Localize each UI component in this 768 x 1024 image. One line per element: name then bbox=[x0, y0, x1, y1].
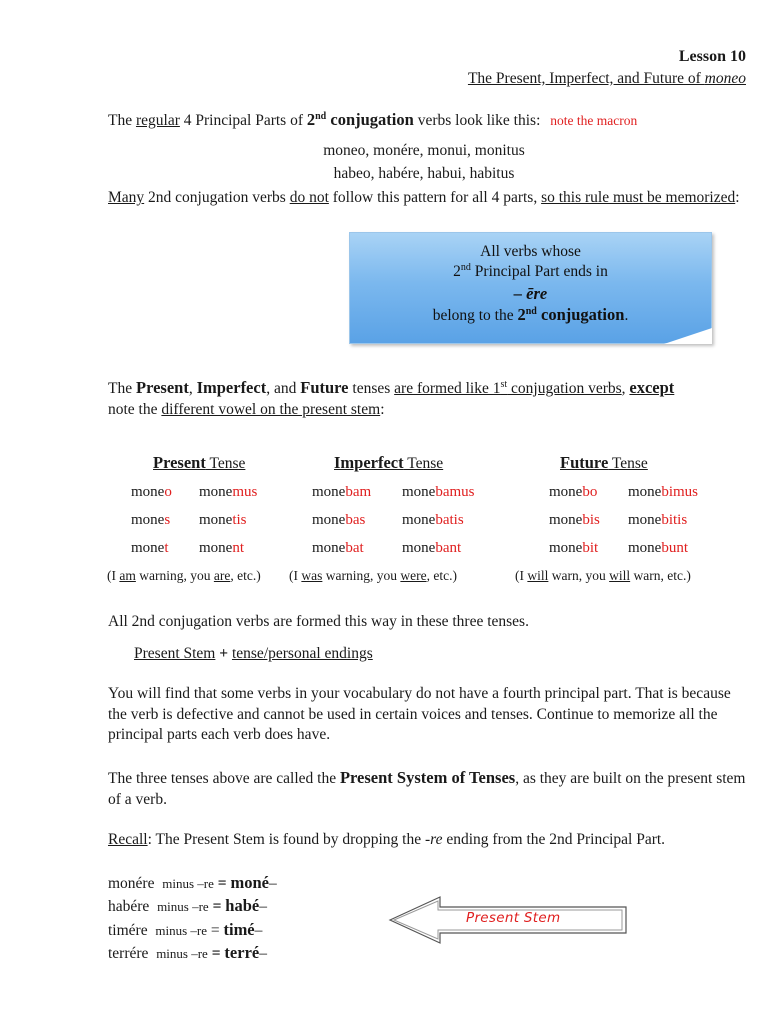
future-gloss bbox=[515, 568, 691, 584]
recall-word: Recall bbox=[108, 831, 148, 848]
para-text: The three tenses above are called the bbox=[108, 770, 340, 787]
equals: = bbox=[206, 922, 224, 939]
example-habeo: habeo, habére, habui, habitus bbox=[333, 165, 515, 182]
ending: bit bbox=[582, 540, 599, 556]
gloss-text: warning, you bbox=[322, 568, 401, 583]
intro-line bbox=[108, 110, 637, 130]
ending: bis bbox=[582, 512, 600, 528]
formed-like-phrase bbox=[394, 380, 622, 397]
present-system-term: Present System of Tenses bbox=[339, 768, 516, 787]
header-bold: Future bbox=[560, 453, 609, 472]
lesson-number: Lesson 10 bbox=[678, 48, 746, 65]
para-text: , as they are built on the present stem of a verb. bbox=[108, 770, 746, 808]
gloss-key: am bbox=[119, 568, 136, 583]
para-text: follow this pattern for all 4 parts, bbox=[328, 189, 542, 206]
stem: mone bbox=[199, 512, 233, 528]
gloss-text: warning, you bbox=[135, 568, 214, 583]
stem-result: moné bbox=[230, 873, 269, 892]
intro-text: verbs look like this: bbox=[413, 112, 541, 129]
defective-paragraph: You will find that some verbs in your vocabulary do not have a fourth principal part. That is because the verb is defective and cannot be used in certain voices and tenses. Continue to memorize all the principal parts each verb does have. bbox=[108, 685, 731, 743]
stem: mone bbox=[131, 540, 165, 556]
para-sup: st bbox=[500, 379, 508, 390]
gloss-key: were bbox=[400, 568, 427, 583]
imperfect-gloss bbox=[289, 568, 457, 584]
stem: mone bbox=[312, 484, 346, 500]
equals: = bbox=[213, 875, 231, 892]
ending: mus bbox=[232, 484, 258, 500]
ending: bunt bbox=[661, 540, 688, 556]
callout-line4 bbox=[350, 305, 711, 325]
infinitive: monére bbox=[108, 875, 155, 892]
para-text: , bbox=[621, 380, 630, 397]
gloss-key: was bbox=[301, 568, 323, 583]
subtitle-text: The Present, Imperfect, and Future of bbox=[467, 70, 705, 87]
imperfect-tense-header bbox=[334, 453, 443, 473]
callout-number: 2 bbox=[453, 263, 461, 280]
table-cell bbox=[402, 484, 475, 501]
future-tense-header bbox=[560, 453, 648, 473]
table-cell bbox=[199, 540, 244, 557]
para-text: , and bbox=[266, 380, 301, 397]
ending: bitis bbox=[661, 512, 688, 528]
ending: bo bbox=[582, 484, 598, 500]
ending: batis bbox=[435, 512, 464, 528]
equals: = bbox=[207, 945, 225, 962]
stem-formula bbox=[134, 645, 373, 663]
table-cell bbox=[199, 484, 257, 501]
stem: mone bbox=[199, 540, 233, 556]
table-cell bbox=[312, 540, 364, 557]
para-text: : bbox=[735, 189, 740, 206]
para-text: : bbox=[380, 400, 385, 418]
stem: mone bbox=[402, 512, 436, 528]
different-vowel-phrase: different vowel on the present stem bbox=[161, 400, 381, 418]
example-moneo: moneo, monére, monui, monitus bbox=[323, 142, 525, 159]
gloss-text: (I bbox=[289, 568, 302, 583]
stem: mone bbox=[131, 484, 165, 500]
table-cell bbox=[131, 540, 169, 557]
infinitive: terrére bbox=[108, 945, 149, 962]
formula-endings: tense/personal endings bbox=[231, 645, 373, 662]
table-cell bbox=[549, 484, 597, 501]
intro-number: 2 bbox=[306, 110, 316, 129]
infinitive: timére bbox=[108, 922, 148, 939]
callout-text: belong to the bbox=[432, 307, 518, 324]
minus-re: minus –re bbox=[162, 876, 214, 891]
ending: nt bbox=[232, 540, 244, 556]
subtitle-verb: moneo bbox=[704, 70, 746, 87]
except-word: except bbox=[629, 378, 675, 397]
gloss-text: warn, etc.) bbox=[630, 568, 691, 583]
stem: mone bbox=[131, 512, 165, 528]
table-cell bbox=[549, 540, 598, 557]
callout-line1: All verbs whose bbox=[480, 243, 581, 260]
dash: – bbox=[259, 898, 267, 915]
para-text: note the bbox=[108, 400, 162, 418]
dash: – bbox=[259, 945, 267, 962]
many-word: Many bbox=[108, 189, 145, 206]
minus-re: minus –re bbox=[155, 923, 207, 938]
ending: bat bbox=[345, 540, 364, 556]
ending: bam bbox=[345, 484, 372, 500]
memorize-phrase: so this rule must be memorized bbox=[541, 189, 736, 206]
table-cell bbox=[312, 484, 371, 501]
all-formed-sentence: All 2nd conjugation verbs are formed this way in these three tenses. bbox=[108, 613, 529, 630]
recall-sentence bbox=[108, 831, 665, 849]
stem-row bbox=[108, 873, 277, 893]
callout-sup: nd bbox=[460, 262, 471, 273]
stem: mone bbox=[312, 512, 346, 528]
para-text: are formed like 1 bbox=[394, 380, 501, 397]
ending: bant bbox=[435, 540, 462, 556]
gloss-text: , etc.) bbox=[230, 568, 261, 583]
para-text: , bbox=[188, 380, 197, 397]
stem: mone bbox=[312, 540, 346, 556]
header-bold: Present bbox=[153, 453, 206, 472]
table-cell bbox=[312, 512, 365, 529]
stem: mone bbox=[549, 512, 583, 528]
intro-text: The bbox=[108, 112, 136, 129]
table-cell bbox=[199, 512, 247, 529]
table-cell bbox=[628, 540, 688, 557]
para-text: tenses bbox=[348, 380, 395, 397]
ending: bimus bbox=[661, 484, 699, 500]
rule-callout bbox=[349, 232, 712, 344]
callout-line2 bbox=[350, 263, 711, 281]
callout-sup: nd bbox=[525, 306, 537, 317]
page-curl-corner bbox=[664, 328, 712, 344]
intro-sup: nd bbox=[315, 111, 327, 122]
gloss-text: (I bbox=[515, 568, 528, 583]
dash: – bbox=[254, 922, 263, 939]
do-not-word: do not bbox=[289, 189, 329, 206]
ending: bas bbox=[345, 512, 366, 528]
macron-note: note the macron bbox=[550, 113, 638, 128]
table-cell bbox=[131, 512, 170, 529]
table-cell bbox=[549, 512, 600, 529]
stem-result: timé bbox=[223, 920, 255, 939]
stem-result: terré bbox=[224, 943, 260, 962]
para-text: : The Present Stem is found by dropping the bbox=[147, 831, 425, 848]
dash: – bbox=[268, 875, 277, 892]
minus-re: minus –re bbox=[156, 946, 208, 961]
gloss-key: will bbox=[527, 568, 549, 583]
para-text: conjugation verbs bbox=[507, 380, 622, 397]
arrow-label: Present Stem bbox=[466, 910, 561, 926]
intro-conjugation bbox=[307, 110, 414, 129]
callout-number: 2 bbox=[517, 305, 526, 324]
table-cell bbox=[628, 512, 687, 529]
table-cell bbox=[131, 484, 172, 501]
present-word: Present bbox=[135, 378, 189, 397]
gloss-text: , etc.) bbox=[426, 568, 457, 583]
gloss-key: are bbox=[213, 568, 231, 583]
minus-re: minus –re bbox=[157, 899, 209, 914]
stem: mone bbox=[549, 540, 583, 556]
present-tense-header bbox=[153, 453, 245, 473]
lesson-subtitle bbox=[468, 70, 746, 88]
ending: s bbox=[164, 512, 171, 528]
formula-plus: + bbox=[215, 645, 232, 662]
ending: t bbox=[164, 540, 169, 556]
table-cell bbox=[628, 484, 698, 501]
stem: mone bbox=[402, 484, 436, 500]
ending: bamus bbox=[435, 484, 475, 500]
para-text: 2nd conjugation verbs bbox=[144, 189, 290, 206]
re-ending: -re bbox=[425, 831, 443, 848]
stem-row bbox=[108, 943, 267, 963]
header-rest: Tense bbox=[608, 455, 648, 472]
stem: mone bbox=[628, 540, 662, 556]
gloss-key: will bbox=[609, 568, 631, 583]
intro-conj-word: conjugation bbox=[326, 110, 414, 129]
table-cell bbox=[402, 512, 464, 529]
equals: = bbox=[208, 898, 226, 915]
ending: tis bbox=[232, 512, 247, 528]
stem-row bbox=[108, 896, 267, 916]
callout-text: Principal Part ends in bbox=[470, 263, 608, 280]
gloss-text: warn, you bbox=[548, 568, 610, 583]
present-gloss bbox=[107, 568, 261, 584]
stem: mone bbox=[549, 484, 583, 500]
header-bold: Imperfect bbox=[334, 453, 404, 472]
system-paragraph bbox=[108, 768, 748, 810]
stem: mone bbox=[199, 484, 233, 500]
header-rest: Tense bbox=[205, 455, 246, 472]
formula-stem: Present Stem bbox=[134, 645, 216, 662]
callout-conj-word: conjugation bbox=[536, 305, 625, 324]
intro-text: 4 Principal Parts of bbox=[179, 112, 307, 129]
callout-text: . bbox=[624, 307, 629, 324]
stem: mone bbox=[628, 512, 662, 528]
imperfect-word: Imperfect bbox=[196, 378, 267, 397]
gloss-text: (I bbox=[107, 568, 120, 583]
stem: mone bbox=[628, 484, 662, 500]
infinitive: habére bbox=[108, 898, 150, 915]
callout-ending: – ēre bbox=[513, 284, 548, 303]
callout-conjugation bbox=[518, 305, 625, 324]
header-rest: Tense bbox=[403, 455, 444, 472]
intro-regular: regular bbox=[135, 112, 180, 129]
para-text: The bbox=[108, 380, 136, 397]
para-text: ending from the 2nd Principal Part. bbox=[442, 831, 666, 848]
ending: o bbox=[164, 484, 172, 500]
tenses-paragraph bbox=[108, 378, 748, 420]
stem-result: habé bbox=[225, 896, 260, 915]
stem-row bbox=[108, 920, 262, 940]
future-word: Future bbox=[300, 378, 349, 397]
stem: mone bbox=[402, 540, 436, 556]
table-cell bbox=[402, 540, 461, 557]
memorize-paragraph bbox=[108, 188, 748, 209]
